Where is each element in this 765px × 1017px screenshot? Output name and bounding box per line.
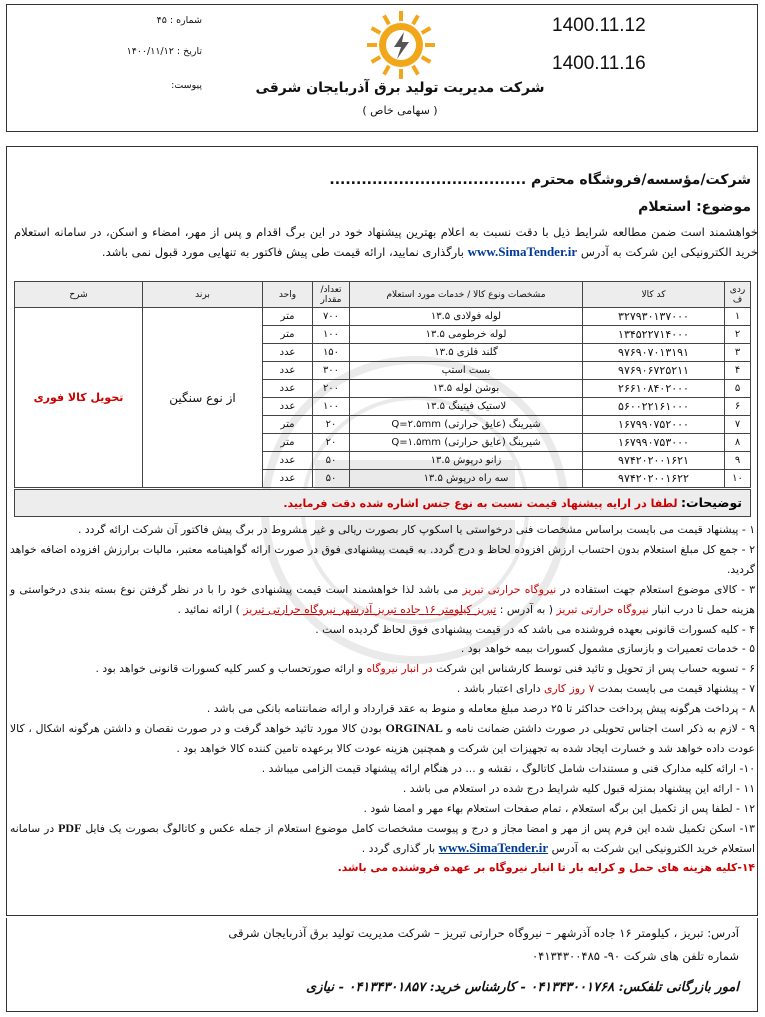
power-plant-logo-icon [366,10,436,80]
item-unit: متر [263,308,313,326]
company-name: شرکت مدیریت تولید برق آذربایجان شرقی [255,80,545,96]
date-value: ۱۴۰۰/۱۱/۱۲ [126,46,174,57]
explanation-label: توضیحات: [681,495,742,510]
term-9-text-b: بودن کالا مورد تائید خواهد گرفت و در صورت نقصان و داشتن هرگونه اشکال ، کالا عودت داده خواهد شد و خسارت ایجاد شده به تجهیزات این شرکت و همچنین هزینه عودت کالا برعهده تامین کننده کالا خواهد بود . [10,722,755,755]
term-13-pdf: PDF [58,820,82,835]
term-2: ۲ - جمع کل مبلغ استعلام بدون احتساب ارزش افزوده لحاظ و درج گردد. به قیمت پیشنهادی فوق در صورت ارائه گواهینامه معتبر، مالیات برارزش افزوده اضافه خواهد گردید. [10,542,755,576]
company-type: ( سهامی خاص ) [362,104,438,117]
term-3-text-b: می باشد لذا خواهشمند است قیمت پیشنهادی خود را با در نظر گرفتن نوع بسته بندی درخواستی و هزینه حمل تا درب انبار [10,582,755,616]
item-qty: ۵۰ [313,452,350,470]
col-note: شرح [15,282,143,308]
item-qty: ۱۰۰ [313,326,350,344]
item-code: ۲۶۶۱۰۸۴۰۲۰۰۰ [583,380,725,398]
recipient-line: شرکت/مؤسسه/فروشگاه محترم ..................................... [329,172,751,188]
item-unit: متر [263,416,313,434]
item-desc: زانو درپوش ۱۳.۵ [350,452,583,470]
explanation-row [14,489,751,517]
row-number: ۶ [725,398,751,416]
item-desc: سه راه درپوش ۱۳.۵ [350,470,583,488]
item-code: ۱۶۷۹۹۰۷۵۲۰۰۰ [583,416,725,434]
row-number: ۹ [725,452,751,470]
intro-text-2: بارگذاری نمایید، ارائه قیمت طی پیش فاکتور به تنهایی مورد قبول نمی باشد. [101,245,464,259]
handwritten-date-2: 1400.11.16 [552,53,646,74]
term-13 [10,819,755,859]
explanation-text: لطفا در ارایه پیشنهاد قیمت نسبت به نوع جنس اشاره شده دقت فرمایید. [283,497,678,510]
term-3-plant-1: نیروگاه حرارتی تبریز [462,582,557,596]
handwritten-date-1: 1400.11.12 [552,15,646,36]
term-3-text-c: ( به آدرس : [499,602,553,616]
item-code: ۳۲۷۹۳۰۱۳۷۰۰۰ [583,308,725,326]
letter-subject: موضوع: استعلام [638,199,751,215]
term-4: ۴ - کلیه کسورات قانونی بعهده فروشنده می باشد که در قیمت پیشنهادی فوق لحاظ گردیده است . [315,622,755,636]
term-7 [10,679,755,699]
term-10: ۱۰- ارائه کلیه مدارک فنی و مستندات شامل کاتالوگ ، نقشه و ... در هنگام ارائه پیشنهاد قیمت الزامی میباشد . [261,761,755,775]
item-qty: ۲۰ [313,434,350,452]
term-3-text-a: ۳ - کالای موضوع استعلام جهت استفاده در [560,582,756,596]
term-13-text-c: بار گذاری گردد . [361,841,436,855]
note-cell: تحویل کالا فوری [15,308,143,488]
letter-number [100,15,202,26]
col-desc: مشخصات ونوع کالا / خدمات مورد استعلام [350,282,583,308]
item-unit: متر [263,326,313,344]
footer-phones: شماره تلفن های شرکت ۹۰- ۰۴۱۳۴۳۰۰۴۸۵ [531,949,739,963]
item-qty: ۷۰۰ [313,308,350,326]
term-13-text-a: ۱۳- اسکن تکمیل شده این فرم پس از مهر و امضا مجاز و درج و پیوست مشخصات کامل موضوع استعلام از جمله عکس و کاتالوگ بصورت یک فایل [85,821,755,835]
letter-attachment [100,80,202,91]
simatender-link-2[interactable]: www.SimaTender.ir [438,839,549,855]
term-3-address: تبریز کیلومتر ۱۶ جاده تبریز آذرشهر نیروگاه حرارتی تبریز [243,602,497,616]
intro-paragraph [14,222,758,262]
term-9 [10,719,755,759]
term-7-text-b: دارای اعتبار باشد . [456,682,541,696]
item-code: ۹۷۴۲۰۲۰۰۱۶۲۲ [583,470,725,488]
item-code: ۹۷۶۹۰۷۰۱۳۱۹۱ [583,344,725,362]
item-desc: شیرینگ (عایق حرارتی) Q=۲.۵mm [350,416,583,434]
col-code: کد کالا [583,282,725,308]
simatender-link[interactable]: www.SimaTender.ir [467,244,578,259]
term-6-text-a: ۶ - تسویه حساب پس از تحویل و تائید فنی توسط کارشناس این شرکت [436,662,755,676]
date-label: تاریخ : [176,46,202,57]
item-qty: ۱۵۰ [313,344,350,362]
term-6 [10,659,755,679]
item-desc: لوله فولادی ۱۳.۵ [350,308,583,326]
intro-text-1: خواهشمند است ضمن مطالعه شرایط ذیل با دقت نسبت به اعلام بهترین پیشنهاد خود در این برگ اقدام و پس از مهر، امضاء و اسکن، در سامانه استعلام خرید الکترونیکی این شرکت به آدرس [14,225,758,259]
item-qty: ۱۰۰ [313,398,350,416]
item-qty: ۲۰ [313,416,350,434]
col-unit: واحد [263,282,313,308]
term-1: ۱ - پیشنهاد قیمت می بایست براساس مشخصات فنی درخواستی یا اسکوپ کار بصورت ریالی و غیر مشروط در برگ پیش فاکتور آن شرکت ارائه گردد . [77,523,755,536]
item-desc: بوشن لوله ۱۳.۵ [350,380,583,398]
row-number: ۸ [725,434,751,452]
row-number: ۱ [725,308,751,326]
term-6-location: در انبار نیروگاه [366,662,433,676]
term-14: ۱۴-کلیه هزینه های حمل و کرایه بار تا انبار نیروگاه بر عهده فروشنده می باشد. [337,861,755,875]
col-qty: تعداد/ مقدار [313,282,350,308]
col-brand: برند [143,282,263,308]
term-9-original: ORGINAL [385,721,443,736]
item-unit: عدد [263,380,313,398]
term-8: ۸ - پرداخت هرگونه پیش پرداخت حداکثر تا ۲۵ درصد مبلغ معامله و منوط به عقد قرارداد و ارائه ضمانتنامه بانکی می باشد . [206,702,755,716]
term-3-plant-2: نیروگاه حرارتی تبریز [556,602,649,616]
letter-footer [6,918,758,1012]
item-unit: عدد [263,362,313,380]
row-number: ۷ [725,416,751,434]
brand-cell: از نوع سنگین [143,308,263,488]
attachment-label: پیوست: [171,80,202,91]
item-qty: ۲۰۰ [313,380,350,398]
term-11: ۱۱ - ارائه این پیشنهاد بمنزله قبول کلیه شرایط درج شده در استعلام می باشد . [402,781,755,795]
item-qty: ۵۰ [313,470,350,488]
item-code: ۱۶۷۹۹۰۷۵۳۰۰۰ [583,434,725,452]
term-5: ۵ - خدمات تعمیرات و بازسازی مشمول کسورات بیمه خواهد بود . [460,642,755,656]
item-desc: بست استپ [350,362,583,380]
term-3-text-d: ) ارائه نمائید . [177,602,240,616]
item-unit: عدد [263,398,313,416]
table-row [15,308,751,326]
term-6-text-b: و ارائه صورتحساب و کسر کلیه کسورات قانونی خواهد بود . [95,662,363,676]
item-desc: گلند فلزی ۱۳.۵ [350,344,583,362]
items-table [14,281,751,488]
term-7-validity: ۷ روز کاری [543,682,595,696]
item-code: ۹۷۶۹۰۶۷۲۵۲۱۱ [583,362,725,380]
item-code: ۵۶۰۰۲۲۱۶۱۰۰۰ [583,398,725,416]
item-code: ۹۷۴۲۰۲۰۰۱۶۲۱ [583,452,725,470]
col-row: ردی ف [725,282,751,308]
item-unit: عدد [263,452,313,470]
row-number: ۱۰ [725,470,751,488]
term-9-text-a: ۹ - لازم به ذکر است اجناس تحویلی در صورت داشتن ضمانت نامه و [446,722,755,736]
item-unit: عدد [263,344,313,362]
row-number: ۵ [725,380,751,398]
item-desc: لوله خرطومی ۱۳.۵ [350,326,583,344]
letter-date [76,46,202,57]
row-number: ۴ [725,362,751,380]
footer-contacts: امور بازرگانی تلفکس: ۰۴۱۳۴۳۰۰۱۷۶۸ - کارشناس خرید: ۰۴۱۳۴۳۰۱۸۵۷ - نیازی [306,980,739,995]
item-unit: متر [263,434,313,452]
number-value: ۴۵ [156,15,167,26]
footer-address: آدرس: تبریز ، کیلومتر ۱۶ جاده آذرشهر – نیروگاه حرارتی تبریز – شرکت مدیریت تولید برق آذربایجان شرقی [228,926,739,940]
term-13-text-b: در سامانه استعلام خرید الکترونیکی این شرکت به آدرس [10,821,755,855]
term-7-text-a: ۷ - پیشنهاد قیمت می بایست بمدت [597,682,755,696]
term-12: ۱۲ - لطفا پس از تکمیل این برگه استعلام ، تمام صفحات استعلام بهاء مهر و امضا شود . [363,801,755,815]
table-header-row [15,282,751,308]
row-number: ۲ [725,326,751,344]
item-unit: عدد [263,470,313,488]
number-label: شماره : [169,15,202,26]
term-3 [10,580,755,620]
item-qty: ۳۰۰ [313,362,350,380]
item-desc: لاستیک فیتینگ ۱۳.۵ [350,398,583,416]
row-number: ۳ [725,344,751,362]
item-code: ۱۳۴۵۲۲۷۱۴۰۰۰ [583,326,725,344]
item-desc: شیرینگ (عایق حرارتی) Q=۱.۵mm [350,434,583,452]
terms-list [10,520,755,878]
